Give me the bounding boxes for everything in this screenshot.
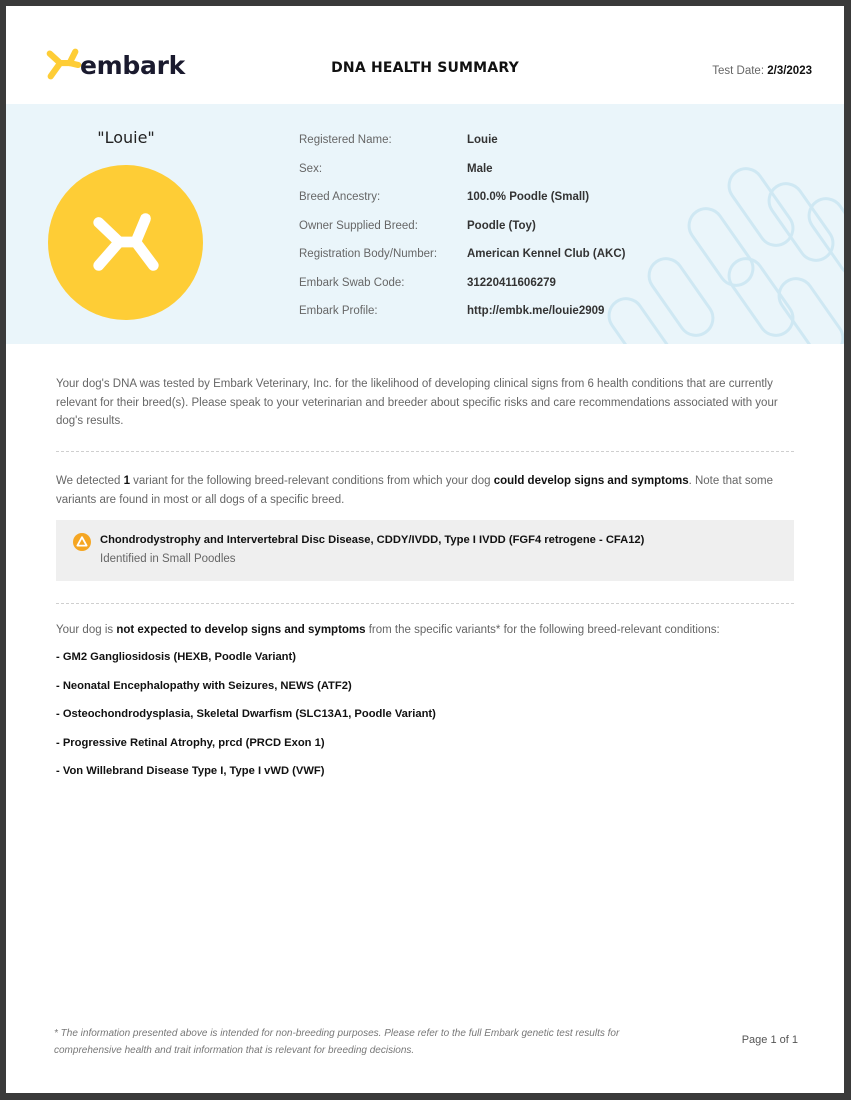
logo-text: embark — [80, 50, 185, 80]
dog-avatar — [48, 165, 203, 320]
condition-item: - GM2 Gangliosidosis (HEXB, Poodle Variant) — [56, 651, 296, 663]
section-divider — [56, 603, 794, 604]
info-value: 100.0% Poodle (Small) — [467, 191, 590, 204]
info-label: Embark Profile: — [299, 305, 378, 318]
test-date-label: Test Date: — [712, 65, 765, 77]
info-row-breed-ancestry — [299, 183, 625, 212]
condition-item: - Von Willebrand Disease Type I, Type I vWD (VWF) — [56, 765, 325, 778]
footnote: * The information presented above is intended for non-breeding purposes. Please refer to the full Embark genetic test results for comprehensive health and trait information that is relevant for breeding decisions. — [54, 1028, 620, 1056]
detected-text-1: We detected — [56, 475, 124, 487]
page-number: Page 1 of 1 — [741, 1034, 798, 1046]
info-value: 31220411606279 — [467, 276, 556, 289]
intro-paragraph: Your dog's DNA was tested by Embark Veterinary, Inc. for the likelihood of developing clinical signs from 6 health conditions that are currently relevant for their breed(s). Please speak to your veterinarian and breeder about specific risks and care recommendations associated with your dog's results. — [56, 378, 778, 427]
detected-emphasis: could develop signs and symptoms — [493, 475, 689, 487]
not-expected-text-2: from the specific variants* for the following breed-relevant conditions: — [365, 624, 720, 636]
info-label: Owner Supplied Breed: — [299, 219, 418, 232]
info-value: American Kennel Club (AKC) — [467, 248, 626, 261]
info-label: Registration Body/Number: — [299, 248, 438, 261]
condition-item: - Progressive Retinal Atrophy, prcd (PRCD Exon 1) — [56, 736, 325, 749]
document-title: DNA HEALTH SUMMARY — [331, 60, 519, 76]
detected-text-2: variant for the following breed-relevant conditions from which your dog — [129, 475, 494, 487]
report-page — [6, 6, 844, 1093]
test-date-value: 2/3/2023 — [767, 65, 812, 77]
dog-info-table — [299, 126, 625, 326]
detected-text-3: . Note that some variants are found in most or all dogs of a specific breed. — [56, 475, 773, 506]
info-row-registered-name — [299, 126, 625, 155]
not-expected-paragraph — [56, 624, 796, 636]
condition-item: - Neonatal Encephalopathy with Seizures, NEWS (ATF2) — [56, 679, 352, 692]
condition-item: - Osteochondrodysplasia, Skeletal Dwarfism (SLC13A1, Poodle Variant) — [56, 708, 436, 721]
warning-icon — [73, 533, 91, 551]
conditions-list — [56, 651, 436, 794]
info-value: Poodle (Toy) — [467, 219, 536, 232]
info-label: Sex: — [299, 162, 323, 175]
info-value: Louie — [467, 134, 498, 147]
info-row-owner-breed — [299, 212, 625, 241]
test-date — [712, 65, 812, 77]
info-label: Embark Swab Code: — [299, 276, 405, 289]
embark-profile-link[interactable]: http://embk.me/louie2909 — [467, 305, 605, 318]
not-expected-text-1: Your dog is — [56, 624, 117, 636]
variant-card — [56, 520, 794, 581]
variant-subtitle: Identified in Small Poodles — [100, 553, 236, 565]
not-expected-emphasis: not expected to develop signs and symptoms — [116, 624, 366, 636]
dog-profile-band — [6, 104, 844, 344]
embark-mark-icon — [87, 208, 165, 278]
dna-pattern-decoration — [594, 144, 844, 344]
variant-title: Chondrodystrophy and Intervertebral Disc Disease, CDDY/IVDD, Type I IVDD (FGF4 retrogene - CFA12) — [100, 534, 645, 546]
info-label: Breed Ancestry: — [299, 191, 381, 204]
detected-count: 1 — [123, 475, 130, 487]
info-row-registration — [299, 240, 625, 269]
detected-variants-paragraph — [56, 472, 796, 509]
section-divider — [56, 451, 794, 452]
report-header — [6, 6, 844, 104]
info-label: Registered Name: — [299, 134, 392, 147]
info-value: Male — [467, 162, 493, 175]
info-row-profile-link — [299, 297, 625, 326]
info-row-sex — [299, 155, 625, 184]
dog-name: "Louie" — [97, 128, 155, 147]
info-row-swab-code — [299, 269, 625, 298]
